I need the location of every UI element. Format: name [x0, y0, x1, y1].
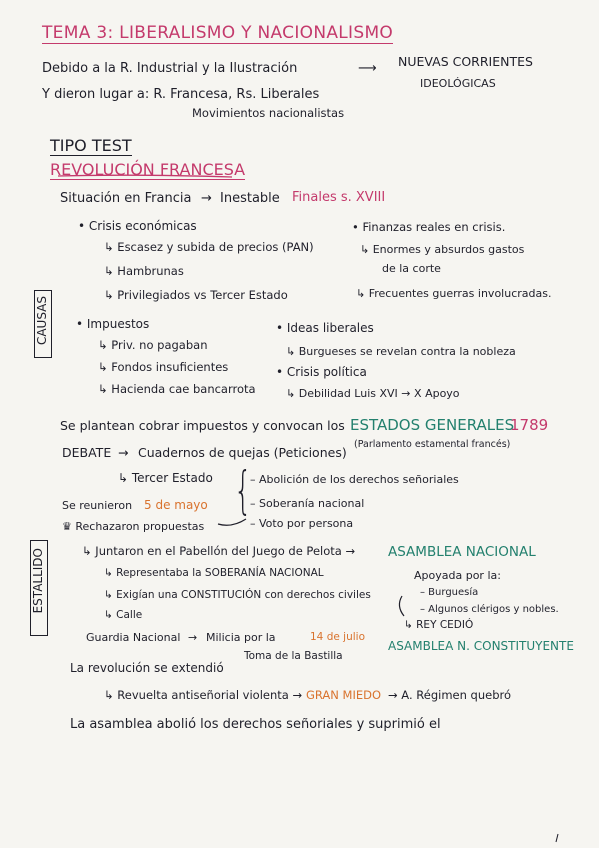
sub-arrow-icon: ↳	[118, 471, 132, 485]
burguesia-item: – Burguesía	[420, 587, 479, 598]
representaba-item: ↳ Representaba la SOBERANÍA NACIONAL	[104, 567, 324, 579]
arrow-icon: ⟶	[358, 61, 377, 76]
sub-arrow-icon: ↳	[104, 264, 118, 278]
voto-item: – Voto por persona	[250, 517, 354, 530]
sub-arrow-icon: ↳	[356, 287, 369, 300]
estados-text: Se plantean cobrar impuestos y convocan los	[60, 418, 345, 433]
connector-stroke	[218, 519, 246, 525]
escasez-item: ↳ Escasez y subida de precios (PAN)	[104, 240, 314, 254]
calle-item: ↳ Calle	[104, 609, 143, 621]
brace-stroke	[399, 596, 404, 616]
gran-miedo: GRAN MIEDO	[306, 688, 382, 702]
situacion-time: Finales s. XVIII	[292, 190, 386, 205]
debate-label: DEBATE	[62, 445, 112, 460]
fecha-14-julio: 14 de julio	[310, 631, 365, 643]
milicia-text: Milicia por la	[206, 631, 276, 644]
rechazaron-text: ♛ Rechazaron propuestas	[62, 520, 205, 533]
priv-no-item: ↳ Priv. no pagaban	[98, 338, 208, 352]
sub-arrow-icon: ↳	[286, 345, 299, 358]
page-title: TEMA 3: LIBERALISMO Y NACIONALISMO	[42, 23, 394, 43]
crisis-politica: • Crisis política	[276, 365, 367, 379]
abolicion-item: – Abolición de los derechos señoriales	[250, 473, 459, 486]
situacion-result: Inestable	[220, 191, 280, 206]
burgueses-item: ↳ Burgueses se revelan contra la nobleza	[286, 345, 516, 358]
arrow-icon: →	[341, 544, 356, 558]
estados-generales: ESTADOS GENERALES	[350, 416, 515, 434]
reunieron-text: Se reunieron	[62, 499, 133, 512]
gastos-item-2: de la corte	[382, 262, 441, 275]
exigian-item: ↳ Exigían una CONSTITUCIÓN con derechos civiles	[104, 589, 371, 601]
asamblea-abolio: La asamblea abolió los derechos señoriales y suprimió el	[70, 717, 441, 732]
arrow-icon: →	[201, 191, 212, 206]
debilidad-item: ↳ Debilidad Luis XVI → X Apoyo	[286, 387, 460, 400]
ideas-liberales: • Ideas liberales	[276, 321, 374, 335]
sub-arrow-icon: ↳	[104, 240, 118, 254]
arrow-icon: →	[118, 445, 129, 460]
sub-arrow-icon: ↳	[98, 382, 112, 396]
asamblea-nacional: ASAMBLEA NACIONAL	[388, 544, 536, 560]
revuelta-item: ↳ Revuelta antiseñorial violenta →	[104, 688, 303, 702]
estados-year: 1789	[510, 416, 549, 434]
sub-arrow-icon: ↳	[98, 360, 112, 374]
arrow-icon: →	[388, 688, 402, 702]
guardia-nacional: Guardia Nacional	[86, 631, 181, 644]
sub-arrow-icon: ↳	[104, 688, 118, 702]
estados-note: (Parlamento estamental francés)	[354, 439, 511, 450]
hacienda-item: ↳ Hacienda cae bancarrota	[98, 382, 256, 396]
sub-arrow-icon: ↳	[104, 609, 117, 621]
impuestos: • Impuestos	[76, 317, 150, 331]
juntaron-text: ↳ Juntaron en el Pabellón del Juego de Pelota →	[82, 544, 356, 558]
tercer-estado-item: ↳ Tercer Estado	[118, 471, 213, 485]
sub-arrow-icon: ↳	[404, 619, 417, 631]
sub-arrow-icon: ↳	[104, 288, 118, 302]
privilegiados-item: ↳ Privilegiados vs Tercer Estado	[104, 288, 288, 302]
intro-result-2: IDEOLÓGICAS	[420, 77, 496, 90]
apoyada-text: Apoyada por la:	[414, 569, 501, 582]
causas-label: CAUSAS	[35, 296, 49, 346]
sub-arrow-icon: ↳	[104, 567, 117, 579]
revolucion-extendio: La revolución se extendió	[70, 661, 224, 675]
rey-cedio: ↳ REY CEDIÓ	[404, 619, 474, 631]
intro-line-1: Debido a la R. Industrial y la Ilustración	[42, 61, 298, 76]
fecha-5-mayo: 5 de mayo	[144, 498, 208, 512]
corner-mark	[556, 834, 558, 842]
intro-result: NUEVAS CORRIENTES	[398, 54, 533, 69]
intro-line-2: Y dieron lugar a: R. Francesa, Rs. Liberales	[42, 87, 320, 102]
sub-arrow-icon: ↳	[104, 589, 117, 601]
asamblea-constituyente: ASAMBLEA N. CONSTITUYENTE	[388, 639, 574, 653]
section-revolucion: REVOLUCIÓN FRANCESA	[50, 160, 246, 179]
regimen-quebro: → A. Régimen quebró	[388, 688, 512, 702]
crown-icon: ♛	[62, 520, 76, 533]
intro-line-2b: Movimientos nacionalistas	[192, 106, 345, 120]
estallido-label: ESTALLIDO	[31, 548, 45, 614]
situacion-text: Situación en Francia	[60, 191, 192, 206]
hambrunas-item: ↳ Hambrunas	[104, 264, 184, 278]
section-tipo-test: TIPO TEST	[50, 136, 132, 155]
underline-stroke	[58, 175, 232, 177]
arrow-icon: →	[397, 387, 415, 400]
arrow-icon: →	[288, 688, 303, 702]
fondos-item: ↳ Fondos insuficientes	[98, 360, 229, 374]
sub-arrow-icon: ↳	[360, 243, 373, 256]
guerras-item: ↳ Frecuentes guerras involucradas.	[356, 287, 552, 300]
finanzas-reales: • Finanzas reales en crisis.	[352, 220, 506, 234]
soberania-item: – Soberanía nacional	[250, 497, 365, 510]
sub-arrow-icon: ↳	[82, 544, 96, 558]
sub-arrow-icon: ↳	[286, 387, 299, 400]
clerigos-item: – Algunos clérigos y nobles.	[420, 604, 559, 615]
arrow-icon: →	[188, 631, 198, 644]
toma-bastilla: Toma de la Bastilla	[244, 650, 343, 662]
sub-arrow-icon: ↳	[98, 338, 112, 352]
crisis-economicas: • Crisis económicas	[78, 219, 197, 233]
gastos-item: ↳ Enormes y absurdos gastos	[360, 243, 525, 256]
cuadernos-quejas: Cuadernos de quejas (Peticiones)	[138, 445, 347, 460]
brace-icon: {	[234, 460, 252, 520]
